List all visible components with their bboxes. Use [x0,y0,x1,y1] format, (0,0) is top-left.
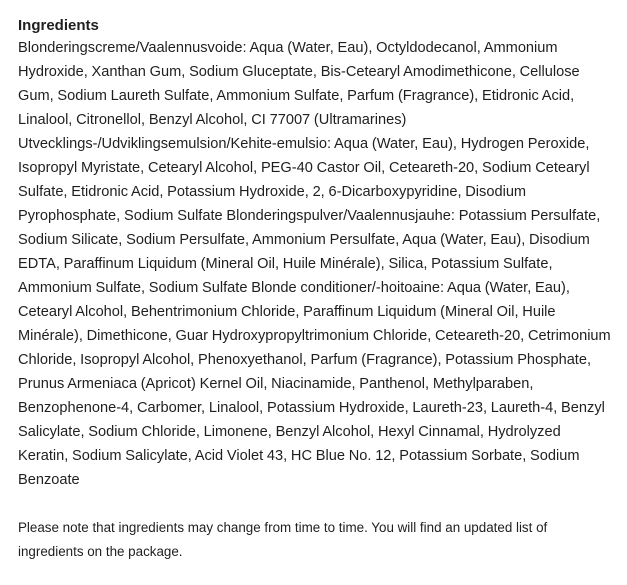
ingredients-disclaimer-note: Please note that ingredients may change from time to time. You will find an updated list of ingredients on the package. [18,520,548,559]
ingredients-list-text: Blonderingscreme/Vaalennusvoide: Aqua (Water, Eau), Octyldodecanol, Ammonium Hydroxide, Xanthan Gum, Sodium Gluceptate, Bis-Cetearyl Amodimethicone, Cellulose Gum, Sodium Laureth Sulfate, Ammonium Sulfate, Parfum (Fragrance), Etidronic Acid, Linalool, Citronellol, Benzyl Alcohol, CI 77007 (Ultramarines) Utvecklings-/Udviklingsemulsion/Kehite-emulsio: Aqua (Water, Eau), Hydrogen Peroxide, Isopropyl Myristate, Cetearyl Alcohol, PEG-40 Castor Oil, Ceteareth-20, Sodium Cetearyl Sulfate, Etidronic Acid, Potassium Hydroxide, 2, 6-Dicarboxypyridine, Disodium Pyrophosphate, Sodium Sulfate Blonderingspulver/Vaalennusjauhe: Potassium Persulfate, Sodium Silicate, Sodium Persulfate, Ammonium Persulfate, Aqua (Water, Eau), Disodium EDTA, Paraffinum Liquidum (Mineral Oil, Huile Minérale), Silica, Potassium Sulfate, Ammonium Sulfate, Sodium Sulfate Blonde conditioner/-hoitoaine: Aqua (Water, Eau), Cetearyl Alcohol, Behentrimonium Chloride, Paraffinum Liquidum (Mineral Oil, Huile Minérale), Dimethicone, Guar Hydroxypropyltrimonium Chloride, Ceteareth-20, Cetrimonium Chloride, Isopropyl Alcohol, Phenoxyethanol, Parfum (Fragrance), Potassium Phosphate, Prunus Armeniaca (Apricot) Kernel Oil, Niacinamide, Panthenol, Methylparaben, Benzophenone-4, Carbomer, Linalool, Potassium Hydroxide, Laureth-23, Laureth-4, Benzyl Salicylate, Sodium Chloride, Limonene, Benzyl Alcohol, Hexyl Cinnamal, Hydrolyzed Keratin, Sodium Salicylate, Acid Violet 43, HC Blue No. 12, Potassium Sorbate, Sodium Benzoate [18,40,611,488]
ingredients-heading: Ingredients [18,17,99,34]
